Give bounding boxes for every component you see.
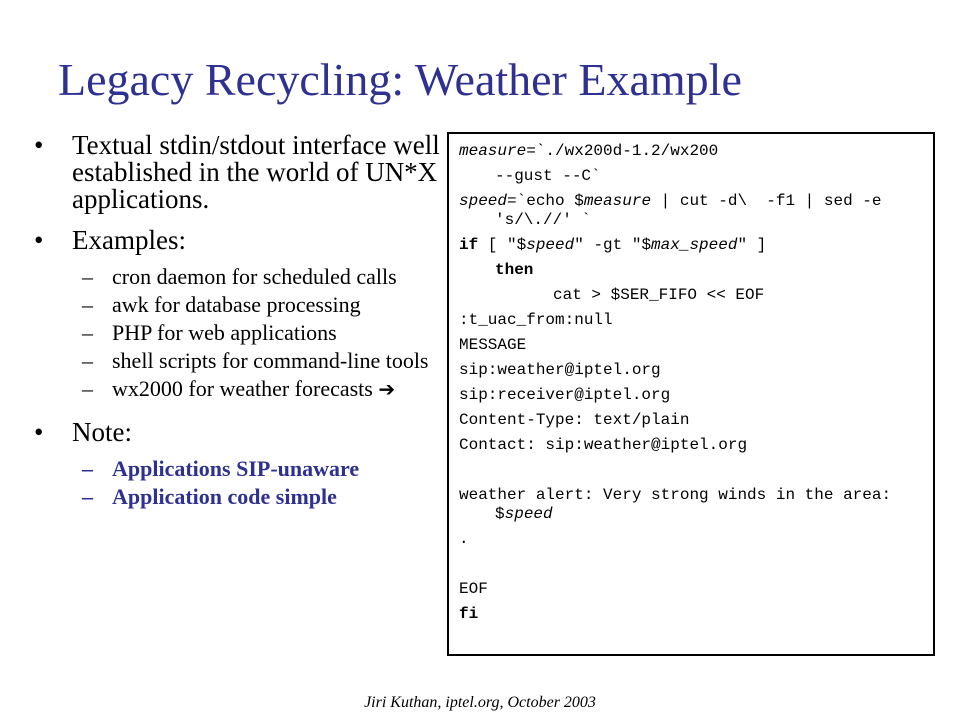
code-line: Content-Type: text/plain [459,411,690,429]
dash-icon: – [82,376,93,401]
dash-icon: – [82,292,93,317]
slide-title: Legacy Recycling: Weather Example [58,54,742,105]
example-text: shell scripts for command-line tools [112,348,429,373]
slide-footer: Jiri Kuthan, iptel.org, October 2003 [364,694,596,711]
code-line: EOF [459,580,488,598]
example-text: awk for database processing [112,292,361,317]
code-line: . [459,530,469,548]
example-item [30,294,440,315]
code-line: weather alert: Very strong winds in the area: $speed [459,486,901,523]
example-item [30,378,440,401]
dash-icon: – [82,456,93,481]
bullet-item [30,132,440,213]
note-text: Application code simple [112,484,337,509]
example-item [30,322,440,343]
example-item [30,266,440,287]
code-line: sip:receiver@iptel.org [459,386,671,404]
code-line: MESSAGE [459,336,527,354]
code-block [447,132,935,656]
note-item [30,458,440,479]
code-line: Contact: sip:weather@iptel.org [459,436,748,454]
bullet-dot-icon: • [34,225,44,255]
bullet-item [30,227,440,254]
example-text: cron daemon for scheduled calls [112,264,397,289]
code-line: fi [459,605,479,623]
code-line: speed=`echo $measure | cut -d\ -f1 | sed -e 's/\.//' ` [459,192,892,229]
code-line: sip:weather@iptel.org [459,361,661,379]
code-line: cat > $SER_FIFO << EOF [553,286,765,304]
note-text: Applications SIP-unaware [112,456,360,481]
note-item [30,486,440,507]
dash-icon: – [82,348,93,373]
bullet-item [30,419,440,446]
code-line: :t_uac_from:null [459,311,613,329]
code-line: if [ "$speed" -gt "$max_speed" ] [459,236,767,254]
arrow-right-icon: ➔ [378,379,396,401]
bullet-list [30,132,440,516]
example-text: wx2000 for weather forecasts [112,376,373,401]
code-blank-line [459,461,923,480]
example-text: PHP for web applications [112,320,337,345]
example-item [30,350,440,371]
bullet-text: Textual stdin/stdout interface well established in the world of UN*X applications. [72,130,440,214]
code-line: --gust --C` [495,167,601,185]
bullet-text: Note: [72,417,132,447]
code-line: measure=`./wx200d-1.2/wx200 [459,142,719,160]
bullet-dot-icon: • [34,417,44,447]
dash-icon: – [82,484,93,509]
dash-icon: – [82,264,93,289]
code-line: then [495,261,534,279]
bullet-dot-icon: • [34,130,44,160]
code-blank-line [459,555,923,574]
bullet-text: Examples: [72,225,186,255]
dash-icon: – [82,320,93,345]
